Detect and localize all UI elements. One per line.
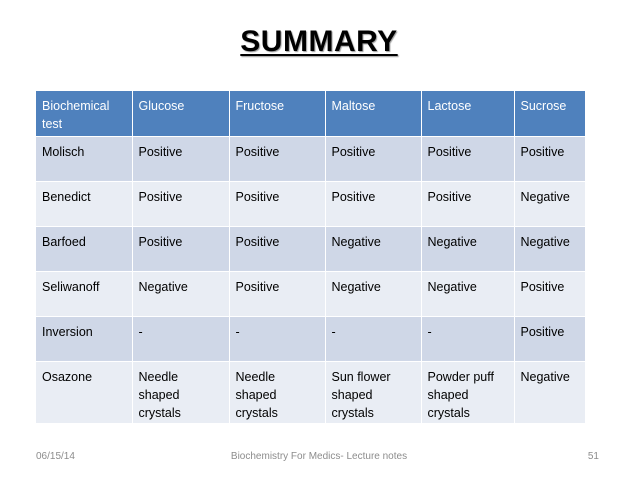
header-glucose: Glucose (132, 91, 229, 136)
footer-date: 06/15/14 (36, 451, 75, 462)
header-fructose: Fructose (229, 91, 325, 136)
summary-table (36, 91, 585, 423)
table-row-molisch (36, 136, 585, 181)
table-cell: Positive (132, 226, 229, 271)
table-cell: Negative (514, 181, 585, 226)
cell-line: crystals (138, 405, 181, 420)
header-maltose: Maltose (325, 91, 421, 136)
table-cell: Positive (229, 226, 325, 271)
table-cell-osazone-lactose (421, 361, 514, 423)
slide-title: SUMMARY (240, 25, 398, 58)
table-cell: Positive (325, 181, 421, 226)
table-cell: Negative (325, 226, 421, 271)
table-cell: Molisch (36, 136, 132, 181)
table-cell: Osazone (36, 361, 132, 423)
table-cell: Positive (421, 181, 514, 226)
table-cell: Negative (514, 226, 585, 271)
table-cell: - (325, 316, 421, 361)
table-cell: Positive (229, 136, 325, 181)
cell-line: shaped (427, 387, 469, 402)
table-cell: Positive (421, 136, 514, 181)
table-cell-osazone-maltose (325, 361, 421, 423)
cell-line: Needle (235, 369, 276, 384)
header-biochemical-test: Biochemical test (36, 91, 132, 136)
table-cell: - (421, 316, 514, 361)
table-row-inversion (36, 316, 585, 361)
table-cell: Negative (421, 271, 514, 316)
table-row-osazone (36, 361, 585, 423)
table-cell: Positive (514, 271, 585, 316)
table-cell: Positive (132, 136, 229, 181)
cell-line: Powder puff (427, 369, 494, 384)
cell-line: Needle (138, 369, 179, 384)
table-cell: - (132, 316, 229, 361)
table-cell-osazone-fructose (229, 361, 325, 423)
cell-line: crystals (235, 405, 278, 420)
footer-course-title: Biochemistry For Medics- Lecture notes (230, 451, 408, 462)
table-cell: Positive (514, 316, 585, 361)
table-cell: Benedict (36, 181, 132, 226)
table-header-row (36, 91, 585, 136)
table-cell: - (229, 316, 325, 361)
table-row-seliwanoff (36, 271, 585, 316)
table-cell: Negative (325, 271, 421, 316)
cell-line: Sun flower (331, 369, 391, 384)
table-cell: Positive (132, 181, 229, 226)
table-cell: Inversion (36, 316, 132, 361)
cell-line: shaped (331, 387, 373, 402)
header-sucrose: Sucrose (520, 99, 567, 113)
table-cell: Negative (514, 361, 585, 423)
header-lactose: Lactose (421, 91, 514, 136)
table-cell-osazone-glucose (132, 361, 229, 423)
table-cell: Positive (325, 136, 421, 181)
cell-line: shaped (138, 387, 180, 402)
table-cell: Barfoed (36, 226, 132, 271)
table-cell: Positive (229, 181, 325, 226)
table-row-benedict (36, 181, 585, 226)
cell-line: crystals (331, 405, 374, 420)
page-number: 51 (587, 451, 599, 462)
table-cell: Seliwanoff (36, 271, 132, 316)
cell-line: crystals (427, 405, 470, 420)
table-cell: Positive (514, 136, 585, 181)
table-cell: Negative (421, 226, 514, 271)
cell-line: shaped (235, 387, 277, 402)
table-cell: Positive (229, 271, 325, 316)
table-cell: Negative (132, 271, 229, 316)
table-row-barfoed (36, 226, 585, 271)
